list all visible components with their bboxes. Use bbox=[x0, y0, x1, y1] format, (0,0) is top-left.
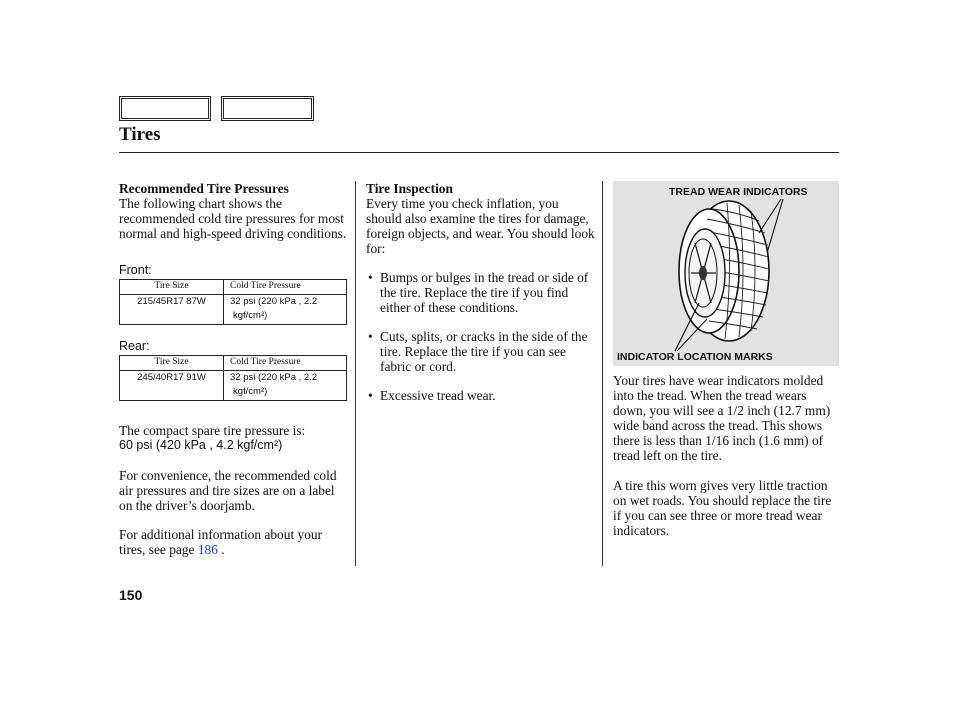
table-header-pressure: Cold Tire Pressure bbox=[224, 356, 347, 371]
list-item: • Bumps or bulges in the tread or side of the tire. Replace the tire if you find either of these conditions. bbox=[366, 270, 596, 315]
table-header-size: Tire Size bbox=[120, 356, 224, 371]
spare-text: The compact spare tire pressure is: bbox=[119, 423, 306, 438]
front-pressure-line2: kgf/cm²) bbox=[233, 310, 268, 321]
indicator-location-marks-label: INDICATOR LOCATION MARKS bbox=[617, 351, 773, 363]
middle-column bbox=[366, 181, 596, 417]
rear-pressure-line1: 32 psi (220 kPa , 2.2 bbox=[230, 372, 318, 383]
rear-label: Rear: bbox=[119, 339, 150, 353]
additional-info-text: For additional information about your tires, see page bbox=[119, 527, 323, 557]
pressures-intro: The following chart shows the recommended cold tire pressures for most normal and high-speed driving conditions. bbox=[119, 196, 347, 241]
front-tire-pressure bbox=[224, 295, 347, 325]
wear-indicator-text: Your tires have wear indicators molded into the tread. When the tread wears down, you will see a 1/2 inch (12.7 mm) wide band across the tread. This shows there is less than 1/16 inch (1.6 mm) of tread left on the tire. bbox=[613, 373, 831, 463]
section-heading-inspection: Tire Inspection bbox=[366, 181, 453, 196]
title-divider bbox=[119, 152, 839, 153]
page-number: 150 bbox=[119, 587, 143, 603]
table-header-pressure: Cold Tire Pressure bbox=[224, 280, 347, 295]
additional-info-suffix: . bbox=[217, 542, 225, 557]
inspection-list bbox=[366, 270, 596, 403]
list-item: • Excessive tread wear. bbox=[366, 388, 596, 403]
front-tire-size: 215/45R17 87W bbox=[120, 295, 224, 325]
rear-pressure-table bbox=[119, 355, 347, 401]
list-item: • Cuts, splits, or cracks in the side of the tire. Replace the tire if you can see fabric or cord. bbox=[366, 329, 596, 374]
column-divider-2 bbox=[602, 181, 603, 566]
inspection-intro: Every time you check inflation, you should also examine the tires for damage, foreign objects, and wear. You should look for: bbox=[366, 196, 595, 256]
tire-illustration bbox=[613, 181, 839, 366]
replace-tire-text: A tire this worn gives very little traction on wet roads. You should replace the tire if you can see three or more tread wear indicators. bbox=[613, 478, 832, 538]
tread-wear-figure bbox=[613, 181, 839, 366]
nav-button-2[interactable] bbox=[221, 96, 314, 121]
left-column bbox=[119, 181, 349, 557]
rear-tire-size: 245/40R17 91W bbox=[120, 371, 224, 401]
column-divider-1 bbox=[355, 181, 356, 566]
section-heading-pressures: Recommended Tire Pressures bbox=[119, 181, 289, 196]
spare-value: 60 psi (420 kPa , 4.2 kgf/cm²) bbox=[119, 438, 283, 452]
table-header-size: Tire Size bbox=[120, 280, 224, 295]
page-link[interactable]: 186 bbox=[197, 542, 218, 557]
front-label: Front: bbox=[119, 263, 152, 277]
rear-tire-pressure bbox=[224, 371, 347, 401]
right-column bbox=[613, 373, 841, 538]
rear-pressure-line2: kgf/cm²) bbox=[233, 386, 268, 397]
tread-wear-indicators-label: TREAD WEAR INDICATORS bbox=[669, 186, 808, 198]
page-title: Tires bbox=[119, 124, 161, 145]
convenience-text: For convenience, the recommended cold air pressures and tire sizes are on a label on the driver’s doorjamb. bbox=[119, 468, 337, 513]
front-pressure-table bbox=[119, 279, 347, 325]
front-pressure-line1: 32 psi (220 kPa , 2.2 bbox=[230, 296, 318, 307]
nav-button-1[interactable] bbox=[119, 96, 211, 121]
additional-info bbox=[119, 527, 349, 557]
